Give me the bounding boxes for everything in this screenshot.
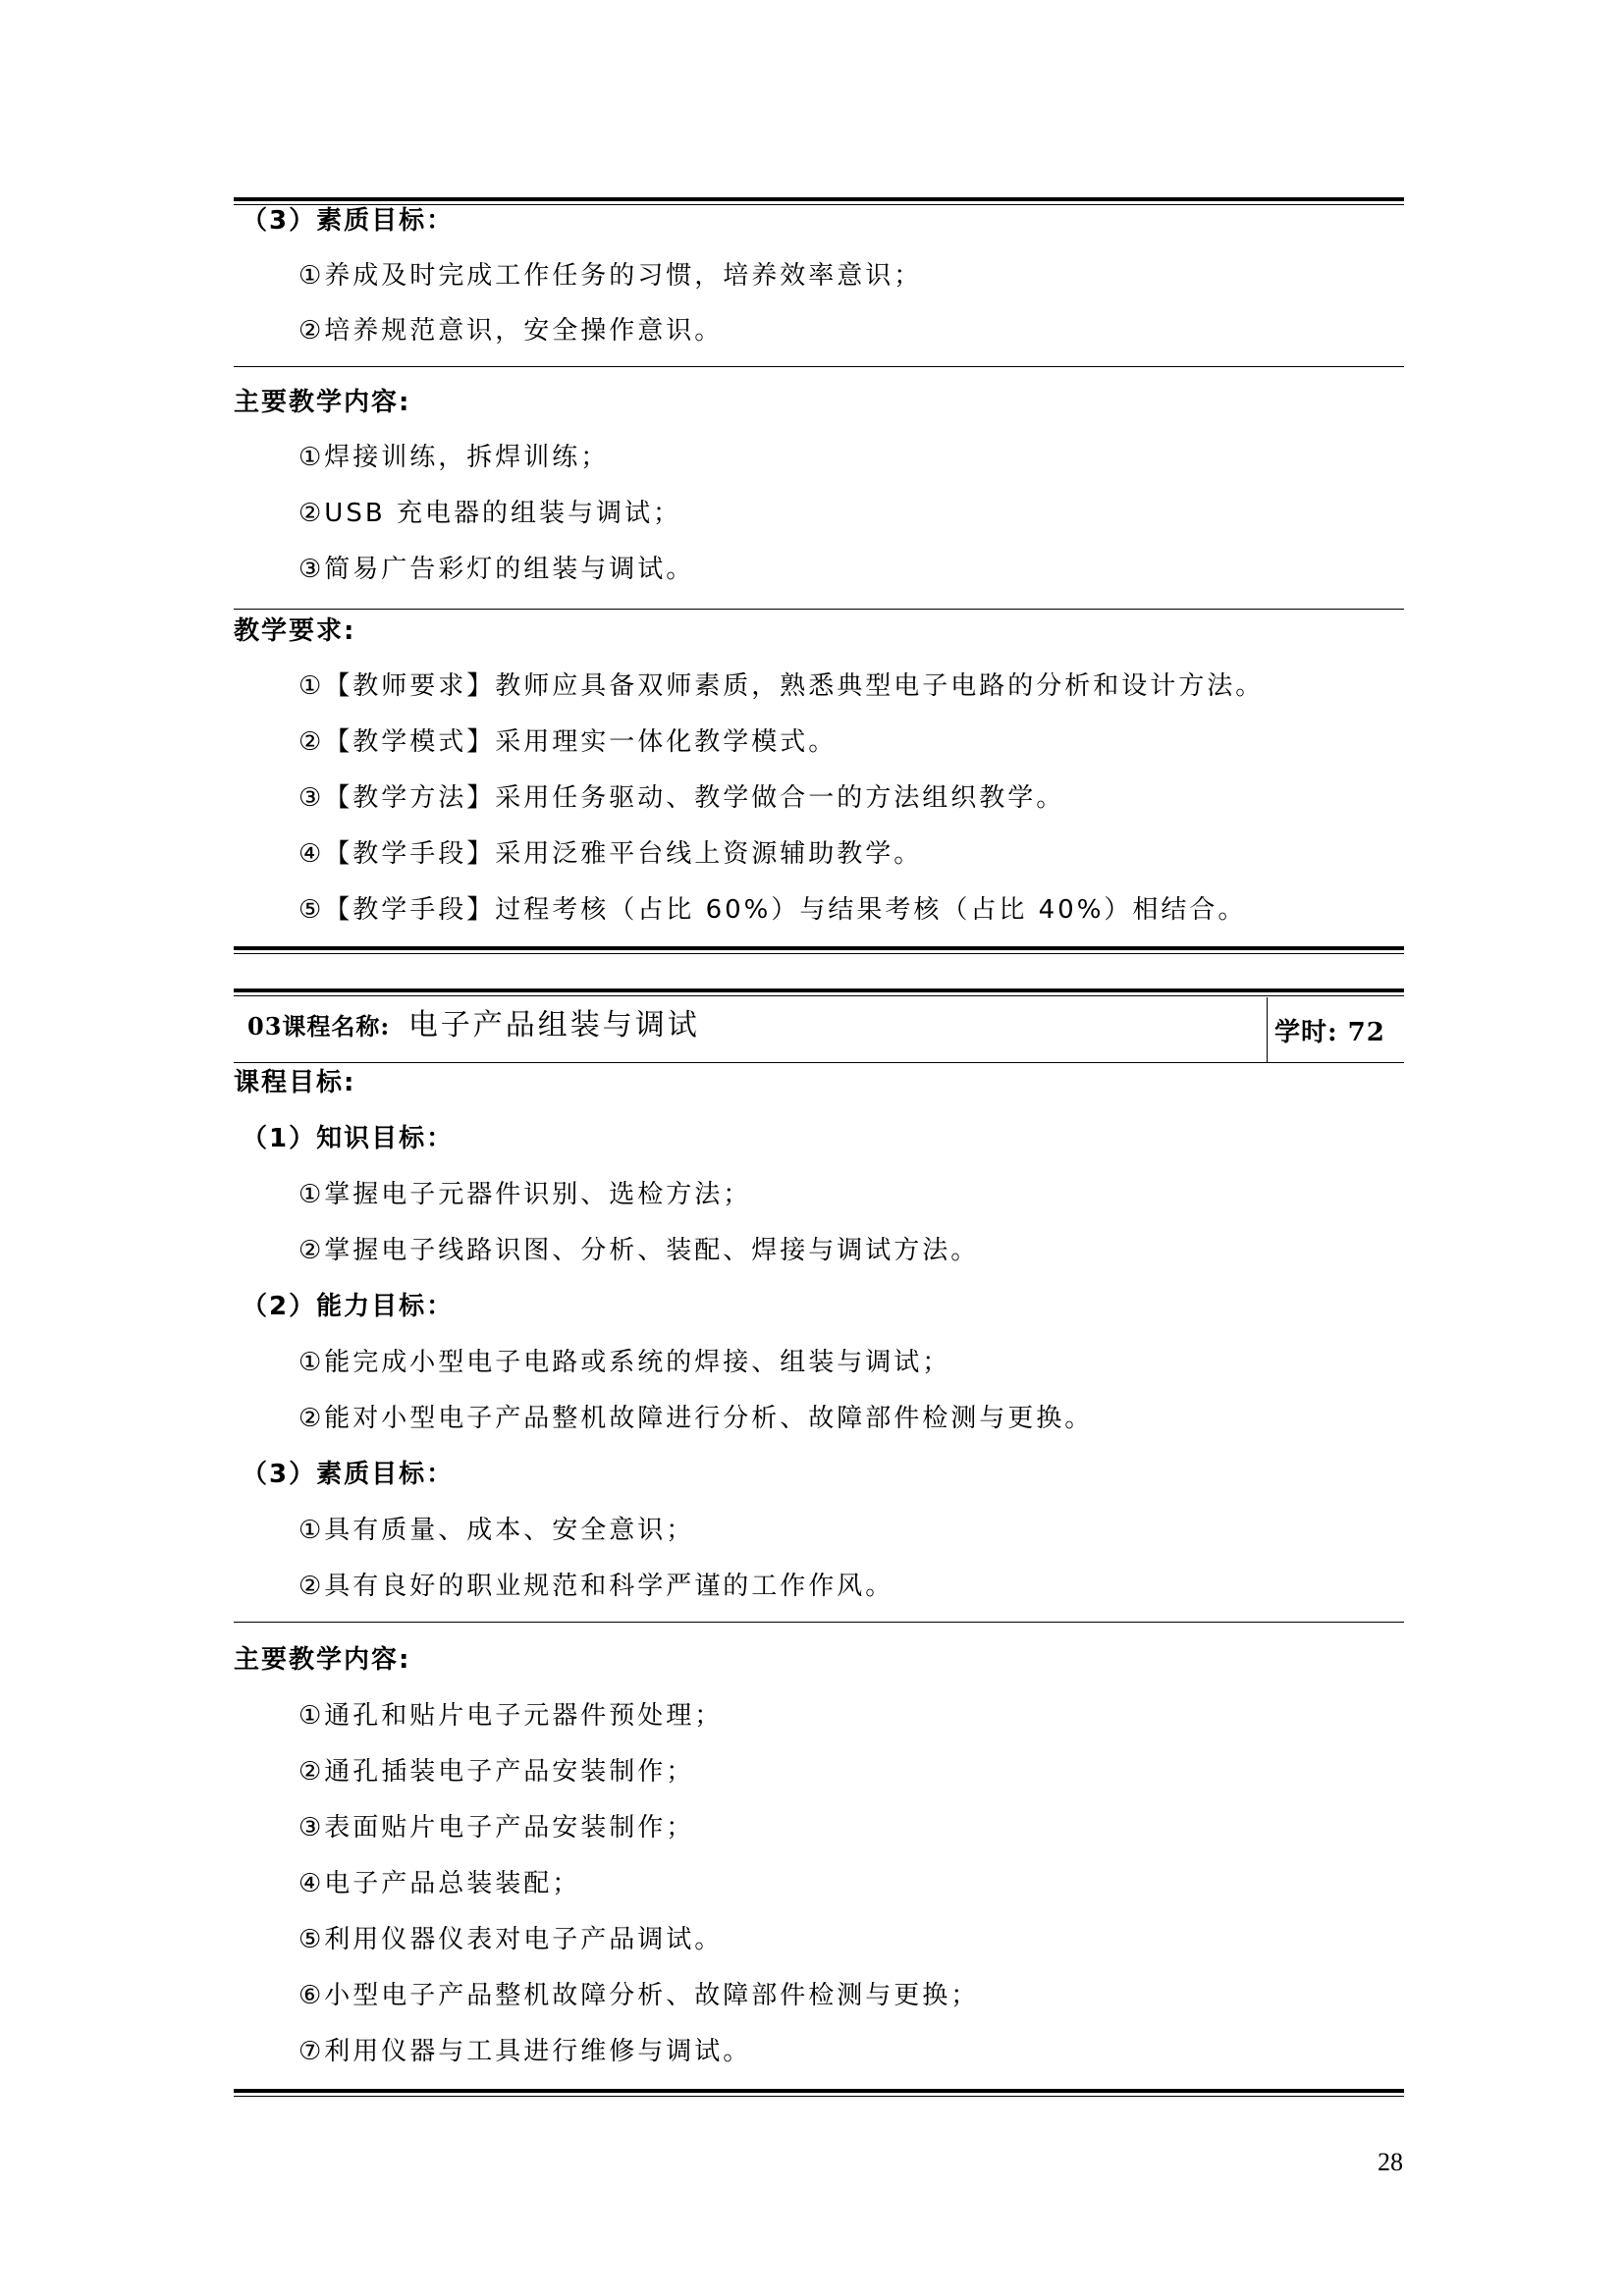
hours-value: 72	[1347, 1018, 1385, 1047]
quality-goals-heading: （3）素质目标：	[242, 206, 455, 236]
course-title	[247, 1009, 700, 1043]
list-item: ②【教学模式】采用理实一体化教学模式。	[298, 727, 838, 757]
teaching-content-heading: 主要教学内容:	[234, 1645, 411, 1675]
list-item: ①能完成小型电子电路或系统的焊接、组装与调试；	[298, 1348, 951, 1377]
page-number: 28	[1378, 2148, 1403, 2176]
list-item: ②培养规范意识，安全操作意识。	[298, 316, 724, 346]
teaching-content-heading: 主要教学内容:	[234, 388, 411, 417]
list-item: ①掌握电子元器件识别、选检方法；	[298, 1180, 752, 1209]
list-item: ①【教师要求】教师应具备双师素质，熟悉典型电子电路的分析和设计方法。	[298, 671, 1265, 701]
ability-goals-heading: （2）能力目标：	[242, 1292, 455, 1321]
list-item: ③【教学方法】采用任务驱动、教学做合一的方法组织教学。	[298, 783, 1065, 813]
list-item: ③表面贴片电子产品安装制作；	[298, 1813, 695, 1842]
list-item: ⑤利用仪器仪表对电子产品调试。	[298, 1925, 724, 1954]
list-item: ①通孔和贴片电子元器件预处理；	[298, 1701, 724, 1731]
teaching-content-section	[234, 386, 1404, 602]
section-divider	[234, 1622, 1404, 1623]
header-bottom-rule	[234, 1062, 1404, 1063]
course-goals-heading: 课程目标:	[234, 1068, 356, 1097]
list-item: ②能对小型电子产品整机故障进行分析、故障部件检测与更换。	[298, 1404, 1094, 1433]
course-content-section	[234, 1643, 1404, 2075]
list-item: ④【教学手段】采用泛雅平台线上资源辅助教学。	[298, 839, 923, 869]
course-top-rule	[234, 988, 1404, 996]
quality-goals-section	[234, 204, 1404, 361]
list-item: ⑦利用仪器与工具进行维修与调试。	[298, 2037, 752, 2066]
list-item: ⑥小型电子产品整机故障分析、故障部件检测与更换；	[298, 1981, 980, 2010]
header-divider	[1267, 997, 1268, 1062]
section-bottom-rule	[234, 946, 1404, 954]
list-item: ②掌握电子线路识图、分析、装配、焊接与调试方法。	[298, 1236, 980, 1265]
list-item: ②USB 充电器的组装与调试；	[298, 499, 681, 528]
section-divider	[234, 609, 1404, 610]
list-item: ⑤【教学手段】过程考核（占比 60%）与结果考核（占比 40%）相结合。	[298, 895, 1247, 925]
list-item: ①养成及时完成工作任务的习惯，培养效率意识；	[298, 261, 923, 291]
quality-goals-heading: （3）素质目标：	[242, 1460, 455, 1489]
course-code: 03	[247, 1012, 283, 1041]
course-bottom-rule	[234, 2089, 1404, 2097]
course-header	[234, 997, 1404, 1062]
knowledge-goals-heading: （1）知识目标：	[242, 1124, 455, 1153]
course-hours	[1274, 1012, 1385, 1048]
list-item: ②通孔插装电子产品安装制作；	[298, 1757, 695, 1787]
list-item: ④电子产品总装装配；	[298, 1869, 581, 1898]
list-item: ①焊接训练，拆焊训练；	[298, 443, 610, 472]
list-item: ②具有良好的职业规范和科学严谨的工作作风。	[298, 1572, 894, 1601]
teaching-requirements-heading: 教学要求:	[234, 616, 356, 646]
list-item: ③简易广告彩灯的组装与调试。	[298, 555, 695, 584]
hours-label: 学时:	[1274, 1018, 1338, 1047]
course-name: 电子产品组装与调试	[407, 1008, 700, 1042]
course-name-label: 课程名称:	[282, 1012, 391, 1041]
list-item: ①具有质量、成本、安全意识；	[298, 1516, 695, 1545]
section-divider	[234, 366, 1404, 367]
course-goals-section	[234, 1066, 1404, 1616]
teaching-requirements-section	[234, 614, 1404, 938]
